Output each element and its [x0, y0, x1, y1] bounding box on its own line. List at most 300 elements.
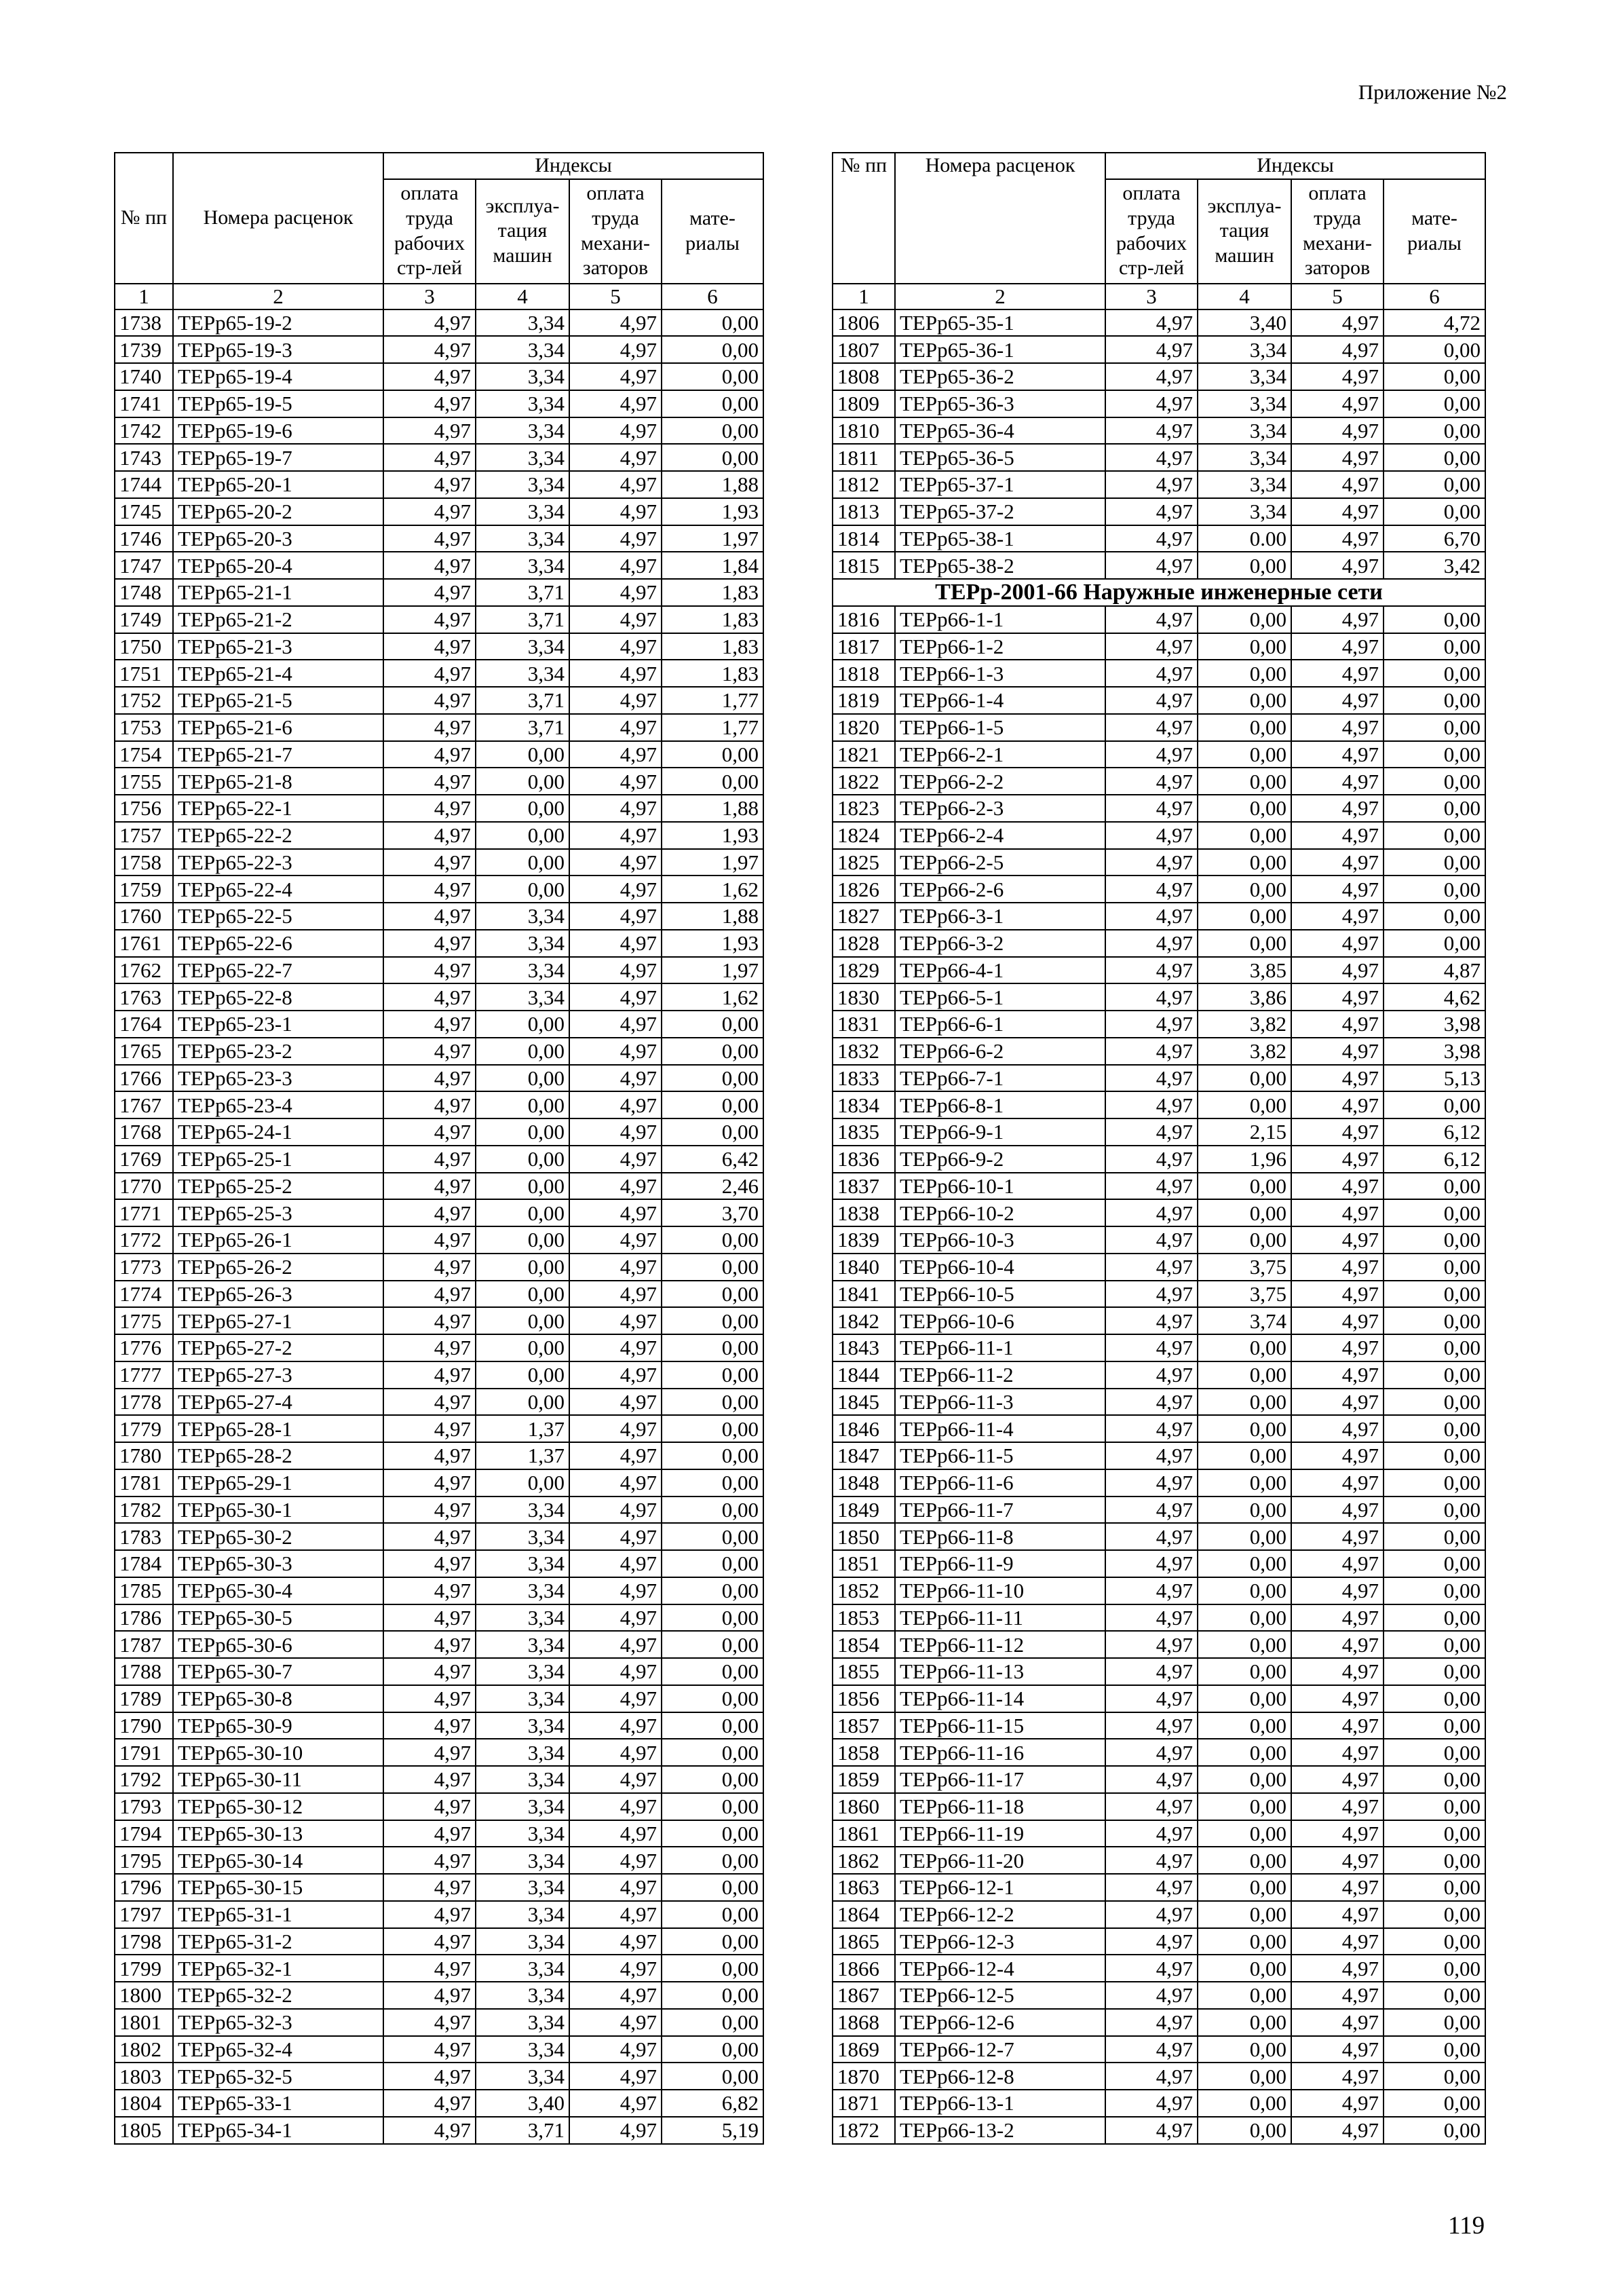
index-operators-pay: 4,97 [569, 1118, 662, 1146]
index-machine-operation: 3,75 [1198, 1254, 1291, 1281]
index-workers-pay: 4,97 [383, 1281, 476, 1308]
table-row [833, 444, 1485, 471]
table-row [115, 444, 763, 471]
table-row [833, 687, 1485, 714]
index-machine-operation: 0,00 [476, 1038, 569, 1065]
index-workers-pay: 4,97 [383, 1011, 476, 1038]
rate-code: ТЕРр65-30-2 [173, 1523, 383, 1550]
index-workers-pay: 4,97 [383, 1199, 476, 1226]
table-row [115, 930, 763, 957]
table-row [833, 1847, 1485, 1874]
rate-code: ТЕРр65-36-4 [895, 417, 1105, 445]
row-number: 1814 [833, 525, 895, 552]
rate-code: ТЕРр65-26-1 [173, 1226, 383, 1254]
index-workers-pay: 4,97 [383, 1065, 476, 1092]
table-row [115, 1658, 763, 1685]
header-workers-pay: оплата труда рабочих стр-лей [383, 179, 476, 284]
index-operators-pay: 4,97 [1291, 525, 1384, 552]
column-number: 5 [1291, 284, 1384, 309]
rate-code: ТЕРр65-36-3 [895, 390, 1105, 417]
table-row [115, 1550, 763, 1577]
row-number: 1863 [833, 1874, 895, 1901]
rate-code: ТЕРр65-31-1 [173, 1901, 383, 1928]
index-materials: 0,00 [1384, 1173, 1485, 1200]
table-row [833, 1955, 1485, 1982]
index-machine-operation: 3,34 [476, 363, 569, 390]
row-number: 1769 [115, 1146, 173, 1173]
rate-code: ТЕРр65-21-6 [173, 714, 383, 741]
row-number: 1795 [115, 1847, 173, 1874]
index-materials: 1,97 [662, 849, 763, 876]
index-workers-pay: 4,97 [383, 714, 476, 741]
index-workers-pay: 4,97 [1105, 1361, 1198, 1389]
index-materials: 6,12 [1384, 1146, 1485, 1173]
index-operators-pay: 4,97 [569, 1065, 662, 1092]
index-operators-pay: 4,97 [1291, 822, 1384, 849]
table-row [833, 606, 1485, 633]
section-header-body [833, 579, 1485, 606]
index-materials: 0,00 [662, 1604, 763, 1632]
table-row [115, 714, 763, 741]
index-workers-pay: 4,97 [383, 849, 476, 876]
index-operators-pay: 4,97 [569, 2117, 662, 2144]
index-workers-pay: 4,97 [383, 1928, 476, 1955]
index-workers-pay: 4,97 [1105, 876, 1198, 903]
index-operators-pay: 4,97 [569, 1604, 662, 1632]
index-machine-operation: 3,71 [476, 606, 569, 633]
row-number: 1823 [833, 795, 895, 822]
index-materials: 0,00 [1384, 849, 1485, 876]
index-operators-pay: 4,97 [569, 1011, 662, 1038]
table-row [833, 1712, 1485, 1739]
index-operators-pay: 4,97 [1291, 1173, 1384, 1200]
index-operators-pay: 4,97 [569, 2090, 662, 2117]
index-operators-pay: 4,97 [1291, 1389, 1384, 1416]
index-workers-pay: 4,97 [383, 336, 476, 363]
header-machine-operation: эксплуа-тация машин [1198, 179, 1291, 284]
table-row [115, 795, 763, 822]
index-operators-pay: 4,97 [1291, 1361, 1384, 1389]
row-number: 1846 [833, 1415, 895, 1442]
index-machine-operation: 3,34 [1198, 498, 1291, 525]
index-materials: 0,00 [662, 309, 763, 337]
index-materials: 0,00 [1384, 2009, 1485, 2036]
index-machine-operation: 0,00 [476, 1469, 569, 1497]
index-machine-operation: 3,34 [476, 1901, 569, 1928]
table-row [115, 1442, 763, 1469]
table-row [115, 1847, 763, 1874]
rate-code: ТЕРр66-2-2 [895, 768, 1105, 795]
index-workers-pay: 4,97 [1105, 660, 1198, 687]
index-materials: 0,00 [662, 1118, 763, 1146]
index-operators-pay: 4,97 [569, 822, 662, 849]
table-row [833, 1361, 1485, 1389]
index-materials: 0,00 [662, 1442, 763, 1469]
index-machine-operation: 3,34 [476, 1955, 569, 1982]
rate-code: ТЕРр66-12-4 [895, 1955, 1105, 1982]
table-row [833, 957, 1485, 984]
index-workers-pay: 4,97 [1105, 1847, 1198, 1874]
row-number: 1759 [115, 876, 173, 903]
index-materials: 0,00 [1384, 1685, 1485, 1712]
row-number: 1793 [115, 1793, 173, 1820]
index-workers-pay: 4,97 [383, 1226, 476, 1254]
index-machine-operation: 0,00 [1198, 2009, 1291, 2036]
table-row [833, 1874, 1485, 1901]
row-number: 1828 [833, 930, 895, 957]
row-number: 1804 [115, 2090, 173, 2117]
table-row [833, 2036, 1485, 2063]
table-row [115, 552, 763, 579]
index-materials: 0,00 [1384, 1658, 1485, 1685]
index-materials: 0,00 [662, 1847, 763, 1874]
row-number: 1746 [115, 525, 173, 552]
row-number: 1859 [833, 1766, 895, 1793]
table-row [833, 309, 1485, 337]
rate-code: ТЕРр65-20-4 [173, 552, 383, 579]
index-operators-pay: 4,97 [1291, 1739, 1384, 1766]
index-materials: 0,00 [1384, 930, 1485, 957]
index-machine-operation: 0,00 [476, 1226, 569, 1254]
index-workers-pay: 4,97 [1105, 1497, 1198, 1524]
table-row [115, 1281, 763, 1308]
index-materials: 0,00 [1384, 1955, 1485, 1982]
table-row [115, 1631, 763, 1658]
index-operators-pay: 4,97 [1291, 1793, 1384, 1820]
index-materials: 0,00 [1384, 903, 1485, 930]
index-machine-operation: 3,34 [476, 1550, 569, 1577]
table-row [115, 1038, 763, 1065]
index-machine-operation: 0,00 [476, 1146, 569, 1173]
header-machine-operation: эксплуа-тация машин [476, 179, 569, 284]
rate-code: ТЕРр65-32-4 [173, 2036, 383, 2063]
table-row [115, 1712, 763, 1739]
row-number: 1755 [115, 768, 173, 795]
index-machine-operation: 3,34 [476, 552, 569, 579]
table-row [833, 417, 1485, 445]
index-machine-operation: 3,34 [476, 471, 569, 498]
table-row [115, 1146, 763, 1173]
index-materials: 0,00 [662, 1469, 763, 1497]
index-machine-operation: 0,00 [476, 741, 569, 768]
index-workers-pay: 4,97 [1105, 1604, 1198, 1632]
index-materials: 0,00 [662, 741, 763, 768]
index-machine-operation: 0,00 [1198, 1847, 1291, 1874]
table-row [115, 1982, 763, 2009]
row-number: 1853 [833, 1604, 895, 1632]
row-number: 1768 [115, 1118, 173, 1146]
index-machine-operation: 3,34 [476, 1631, 569, 1658]
row-number: 1765 [115, 1038, 173, 1065]
rate-code: ТЕРр65-19-3 [173, 336, 383, 363]
index-machine-operation: 0,00 [1198, 1173, 1291, 1200]
table-row [115, 1226, 763, 1254]
index-operators-pay: 4,97 [1291, 1415, 1384, 1442]
index-workers-pay: 4,97 [383, 1577, 476, 1604]
index-operators-pay: 4,97 [1291, 363, 1384, 390]
index-operators-pay: 4,97 [569, 1281, 662, 1308]
index-machine-operation: 0,00 [476, 1334, 569, 1361]
rate-code: ТЕРр66-11-7 [895, 1497, 1105, 1524]
table-row [833, 390, 1485, 417]
table-row [115, 498, 763, 525]
row-number: 1799 [115, 1955, 173, 1982]
header-materials: мате-риалы [662, 179, 763, 284]
index-machine-operation: 0,00 [476, 1254, 569, 1281]
header-indexes: Индексы [1105, 153, 1485, 179]
table-row [833, 795, 1485, 822]
row-number: 1812 [833, 471, 895, 498]
row-number: 1808 [833, 363, 895, 390]
index-machine-operation: 0,00 [1198, 687, 1291, 714]
index-operators-pay: 4,97 [569, 2009, 662, 2036]
index-operators-pay: 4,97 [1291, 309, 1384, 337]
index-machine-operation: 3,75 [1198, 1281, 1291, 1308]
index-machine-operation: 0,00 [1198, 1766, 1291, 1793]
table-row [115, 903, 763, 930]
index-materials: 0,00 [1384, 714, 1485, 741]
index-materials: 0,00 [662, 1739, 763, 1766]
row-number: 1865 [833, 1928, 895, 1955]
index-workers-pay: 4,97 [383, 498, 476, 525]
index-machine-operation: 0,00 [476, 1199, 569, 1226]
rate-code: ТЕРр66-7-1 [895, 1065, 1105, 1092]
row-number: 1826 [833, 876, 895, 903]
row-number: 1860 [833, 1793, 895, 1820]
rate-code: ТЕРр65-22-5 [173, 903, 383, 930]
index-operators-pay: 4,97 [1291, 1604, 1384, 1632]
table-row [115, 1577, 763, 1604]
index-materials: 0,00 [1384, 1442, 1485, 1469]
index-machine-operation: 3,34 [476, 957, 569, 984]
index-operators-pay: 4,97 [1291, 768, 1384, 795]
index-operators-pay: 4,97 [1291, 1307, 1384, 1334]
index-operators-pay: 4,97 [1291, 1226, 1384, 1254]
index-machine-operation: 3,71 [476, 2117, 569, 2144]
row-number: 1829 [833, 957, 895, 984]
index-workers-pay: 4,97 [383, 1254, 476, 1281]
table-row [833, 2090, 1485, 2117]
index-workers-pay: 4,97 [1105, 1146, 1198, 1173]
table-row [833, 1497, 1485, 1524]
table-row [115, 1685, 763, 1712]
rate-code: ТЕРр65-29-1 [173, 1469, 383, 1497]
table-row [115, 633, 763, 660]
index-workers-pay: 4,97 [383, 1091, 476, 1118]
table-row [115, 1523, 763, 1550]
index-materials: 1,83 [662, 660, 763, 687]
table-row [115, 1955, 763, 1982]
index-materials: 0,00 [1384, 1604, 1485, 1632]
index-materials: 3,98 [1384, 1011, 1485, 1038]
index-workers-pay: 4,97 [383, 1469, 476, 1497]
index-machine-operation: 0,00 [1198, 1901, 1291, 1928]
index-machine-operation: 0,00 [1198, 1631, 1291, 1658]
rate-code: ТЕРр65-30-7 [173, 1658, 383, 1685]
index-materials: 0,00 [1384, 2063, 1485, 2090]
index-operators-pay: 4,97 [569, 983, 662, 1011]
table-row [115, 1928, 763, 1955]
table-row [115, 1334, 763, 1361]
index-materials: 0,00 [1384, 498, 1485, 525]
table-row [115, 417, 763, 445]
index-workers-pay: 4,97 [1105, 1631, 1198, 1658]
index-materials: 0,00 [662, 1631, 763, 1658]
rate-code: ТЕРр65-30-8 [173, 1685, 383, 1712]
row-number: 1851 [833, 1550, 895, 1577]
rate-code: ТЕРр65-30-9 [173, 1712, 383, 1739]
row-number: 1827 [833, 903, 895, 930]
rate-code: ТЕРр66-3-2 [895, 930, 1105, 957]
index-machine-operation: 0,00 [1198, 1550, 1291, 1577]
row-number: 1744 [115, 471, 173, 498]
row-number: 1792 [115, 1766, 173, 1793]
row-number: 1819 [833, 687, 895, 714]
rate-code: ТЕРр65-28-1 [173, 1415, 383, 1442]
index-operators-pay: 4,97 [1291, 471, 1384, 498]
index-workers-pay: 4,97 [383, 633, 476, 660]
rate-code: ТЕРр66-1-3 [895, 660, 1105, 687]
rate-code: ТЕРр65-36-1 [895, 336, 1105, 363]
index-workers-pay: 4,97 [383, 660, 476, 687]
table-row [115, 1739, 763, 1766]
index-workers-pay: 4,97 [1105, 1173, 1198, 1200]
rate-code: ТЕРр66-2-6 [895, 876, 1105, 903]
index-materials: 0,00 [662, 1685, 763, 1712]
index-workers-pay: 4,97 [383, 741, 476, 768]
index-materials: 0,00 [1384, 660, 1485, 687]
rate-code: ТЕРр66-5-1 [895, 983, 1105, 1011]
rate-code: ТЕРр66-10-5 [895, 1281, 1105, 1308]
row-number: 1870 [833, 2063, 895, 2090]
index-materials: 0,00 [1384, 1415, 1485, 1442]
index-machine-operation: 0,00 [1198, 1712, 1291, 1739]
index-operators-pay: 4,97 [569, 1820, 662, 1847]
index-operators-pay: 4,97 [1291, 1982, 1384, 2009]
rate-code: ТЕРр65-23-3 [173, 1065, 383, 1092]
index-operators-pay: 4,97 [1291, 2063, 1384, 2090]
rate-code: ТЕРр65-30-12 [173, 1793, 383, 1820]
index-materials: 0,00 [662, 1982, 763, 2009]
index-materials: 0,00 [1384, 1577, 1485, 1604]
index-operators-pay: 4,97 [1291, 606, 1384, 633]
row-number: 1754 [115, 741, 173, 768]
index-operators-pay: 4,97 [569, 633, 662, 660]
index-workers-pay: 4,97 [1105, 930, 1198, 957]
index-operators-pay: 4,97 [1291, 2090, 1384, 2117]
index-materials: 0,00 [662, 1254, 763, 1281]
table-row [115, 768, 763, 795]
rate-code: ТЕРр65-27-2 [173, 1334, 383, 1361]
index-materials: 0,00 [1384, 444, 1485, 471]
index-operators-pay: 4,97 [569, 1389, 662, 1416]
row-number: 1776 [115, 1334, 173, 1361]
row-number: 1774 [115, 1281, 173, 1308]
rate-code: ТЕРр65-22-1 [173, 795, 383, 822]
row-number: 1825 [833, 849, 895, 876]
index-operators-pay: 4,97 [1291, 957, 1384, 984]
rate-code: ТЕРр66-11-6 [895, 1469, 1105, 1497]
index-operators-pay: 4,97 [569, 1091, 662, 1118]
index-operators-pay: 4,97 [569, 1038, 662, 1065]
row-number: 1848 [833, 1469, 895, 1497]
index-machine-operation: 0,00 [476, 849, 569, 876]
index-machine-operation: 0.00 [1198, 525, 1291, 552]
index-machine-operation: 3,34 [476, 1497, 569, 1524]
index-machine-operation: 3,34 [476, 1793, 569, 1820]
rate-code: ТЕРр66-1-5 [895, 714, 1105, 741]
index-materials: 5,13 [1384, 1065, 1485, 1092]
index-machine-operation: 3,34 [1198, 444, 1291, 471]
rate-code: ТЕРр65-37-1 [895, 471, 1105, 498]
row-number: 1781 [115, 1469, 173, 1497]
index-materials: 1,77 [662, 714, 763, 741]
rate-code: ТЕРр66-11-9 [895, 1550, 1105, 1577]
row-number: 1760 [115, 903, 173, 930]
index-workers-pay: 4,97 [1105, 957, 1198, 984]
index-workers-pay: 4,97 [383, 2117, 476, 2144]
index-workers-pay: 4,97 [1105, 1793, 1198, 1820]
table-row [115, 687, 763, 714]
index-machine-operation: 0,00 [476, 1307, 569, 1334]
index-operators-pay: 4,97 [569, 1847, 662, 1874]
index-workers-pay: 4,97 [1105, 1982, 1198, 2009]
table-row [833, 822, 1485, 849]
index-materials: 0,00 [1384, 687, 1485, 714]
rate-code: ТЕРр65-21-4 [173, 660, 383, 687]
index-machine-operation: 3,34 [1198, 471, 1291, 498]
index-materials: 0,00 [1384, 1497, 1485, 1524]
index-machine-operation: 3,34 [1198, 336, 1291, 363]
rate-code: ТЕРр65-22-3 [173, 849, 383, 876]
index-machine-operation: 3,34 [476, 1712, 569, 1739]
index-operators-pay: 4,97 [1291, 687, 1384, 714]
index-machine-operation: 3,34 [476, 1874, 569, 1901]
rate-code: ТЕРр65-38-2 [895, 552, 1105, 579]
index-machine-operation: 3,40 [476, 2090, 569, 2117]
row-number: 1798 [115, 1928, 173, 1955]
row-number: 1780 [115, 1442, 173, 1469]
index-workers-pay: 4,97 [383, 1307, 476, 1334]
right-table-body-b [833, 606, 1485, 2144]
index-workers-pay: 4,97 [383, 1497, 476, 1524]
row-number: 1779 [115, 1415, 173, 1442]
rate-code: ТЕРр65-32-3 [173, 2009, 383, 2036]
table-row [833, 903, 1485, 930]
header-num: № пп [115, 153, 173, 284]
index-operators-pay: 4,97 [1291, 1955, 1384, 1982]
index-workers-pay: 4,97 [383, 1901, 476, 1928]
table-row [115, 390, 763, 417]
index-materials: 0,00 [1384, 1550, 1485, 1577]
index-machine-operation: 0,00 [1198, 714, 1291, 741]
index-workers-pay: 4,97 [383, 1523, 476, 1550]
index-operators-pay: 4,97 [1291, 444, 1384, 471]
index-materials: 0,00 [662, 1901, 763, 1928]
index-workers-pay: 4,97 [1105, 336, 1198, 363]
rate-code: ТЕРр66-11-17 [895, 1766, 1105, 1793]
index-machine-operation: 3,82 [1198, 1038, 1291, 1065]
index-workers-pay: 4,97 [383, 903, 476, 930]
index-materials: 2,46 [662, 1173, 763, 1200]
index-materials: 3,42 [1384, 552, 1485, 579]
index-operators-pay: 4,97 [569, 1497, 662, 1524]
table-row [115, 2117, 763, 2144]
table-row [833, 741, 1485, 768]
index-workers-pay: 4,97 [1105, 1955, 1198, 1982]
table-row [833, 1226, 1485, 1254]
row-number: 1740 [115, 363, 173, 390]
